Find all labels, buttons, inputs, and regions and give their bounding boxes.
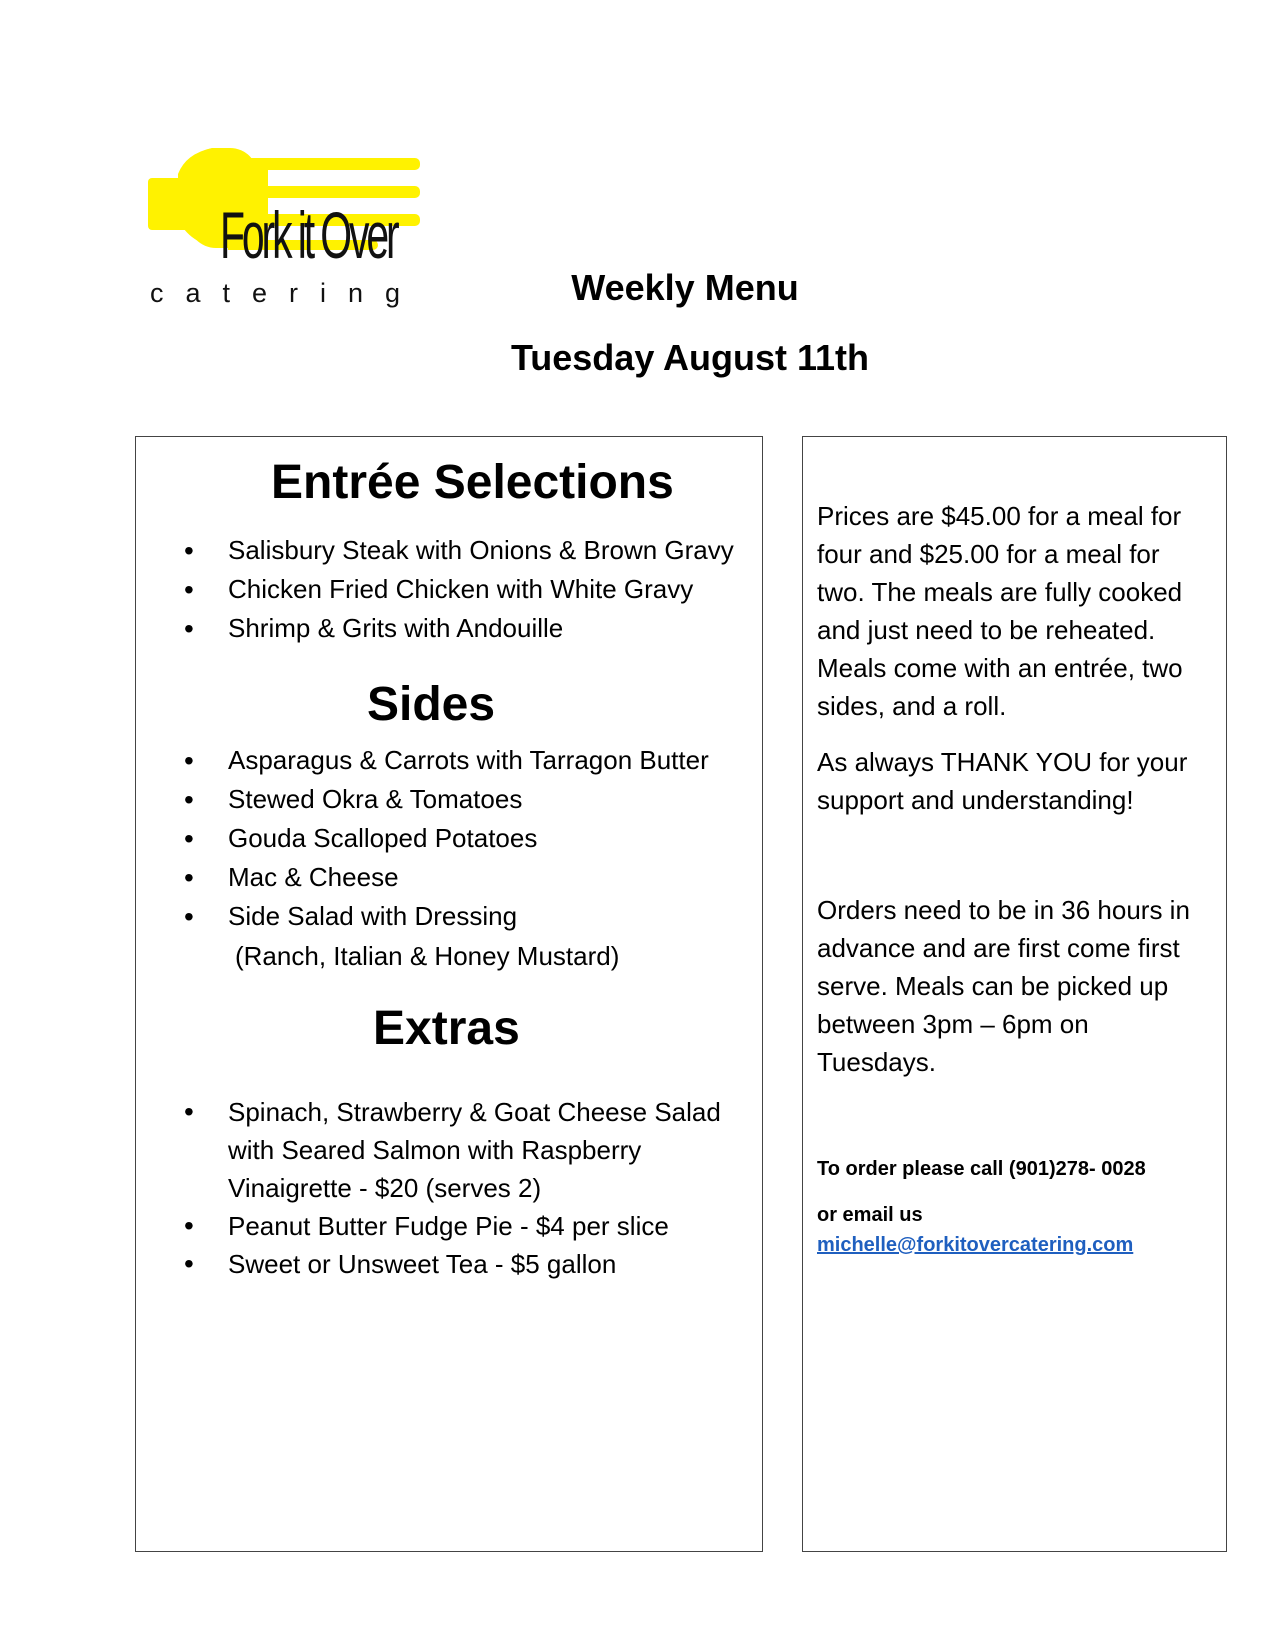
- sides-list: [136, 741, 709, 936]
- list-item: • Side Salad with Dressing: [136, 897, 709, 936]
- list-item: • Mac & Cheese: [136, 858, 709, 897]
- entree-heading: Entrée Selections: [271, 456, 674, 509]
- logo-wordmark: Fork it Over: [220, 198, 397, 272]
- extra-line: with Seared Salmon with Raspberry: [228, 1135, 642, 1165]
- extras-heading: Extras: [373, 1002, 520, 1055]
- page-title: Weekly Menu: [571, 267, 799, 308]
- entree-list: [136, 531, 734, 648]
- logo-subtitle: catering: [150, 278, 423, 308]
- email-prefix: or email us: [817, 1204, 923, 1226]
- phone-text: To order please call (901)278- 0028: [817, 1158, 1146, 1180]
- orders-text: Orders need to be in 36 hours in advance and are first come first serve. Meals can be picked up between 3pm – 6pm on Tuesdays.: [817, 895, 1190, 1077]
- list-item: • Salisbury Steak with Onions & Brown Gravy: [136, 531, 734, 570]
- extras-list: [136, 1093, 721, 1283]
- list-item: • Sweet or Unsweet Tea - $5 gallon: [136, 1245, 721, 1283]
- list-item: • Shrimp & Grits with Andouille: [136, 609, 734, 648]
- extra-line: • Spinach, Strawberry & Goat Cheese Salad: [228, 1097, 721, 1127]
- list-item: • Chicken Fried Chicken with White Gravy: [136, 570, 734, 609]
- extra-line: Vinaigrette - $20 (serves 2): [228, 1173, 542, 1203]
- pricing-text: Prices are $45.00 for a meal for four and $25.00 for a meal for two. The meals are fully cooked and just need to be reheated. Meals come with an entrée, two sides, and a roll.: [817, 501, 1183, 721]
- list-item: [136, 1093, 721, 1207]
- list-item: • Gouda Scalloped Potatoes: [136, 819, 709, 858]
- list-item: • Asparagus & Carrots with Tarragon Butter: [136, 741, 709, 780]
- email-link[interactable]: michelle@forkitovercatering.com: [817, 1234, 1134, 1256]
- thanks-text: As always THANK YOU for your support and understanding!: [817, 747, 1188, 815]
- logo: [148, 148, 438, 308]
- menu-box: [135, 436, 763, 1552]
- sides-heading: Sides: [367, 678, 496, 731]
- info-box: [802, 436, 1227, 1552]
- dressing-note: (Ranch, Italian & Honey Mustard): [235, 941, 620, 971]
- menu-date: Tuesday August 11th: [510, 337, 870, 378]
- list-item: • Peanut Butter Fudge Pie - $4 per slice: [136, 1207, 721, 1245]
- list-item: • Stewed Okra & Tomatoes: [136, 780, 709, 819]
